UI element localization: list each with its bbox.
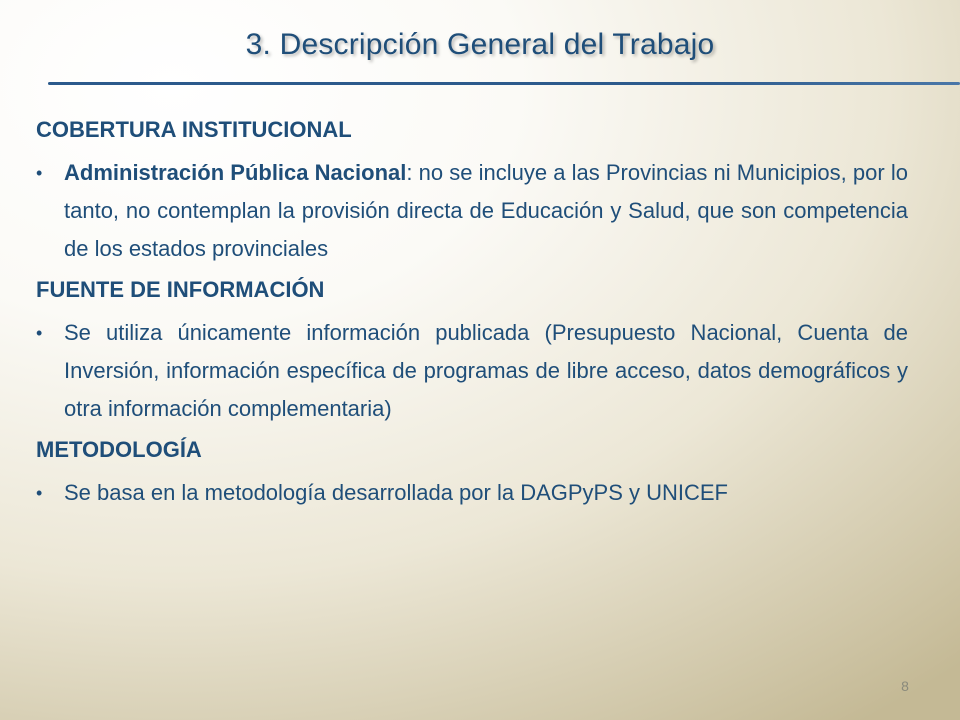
page-number: 8 bbox=[901, 678, 909, 694]
bullet-icon: • bbox=[36, 163, 43, 183]
bullet-icon: • bbox=[36, 483, 43, 503]
section-heading-cobertura: COBERTURA INSTITUCIONAL bbox=[36, 117, 352, 142]
bullet-strong-text: Administración Pública Nacional bbox=[64, 160, 407, 185]
section-heading-metodologia: METODOLOGÍA bbox=[36, 437, 202, 462]
bullet-icon: • bbox=[36, 323, 43, 343]
bullet-text: Se utiliza únicamente información publicada (Presupuesto Nacional, Cuenta de Inversión, información específica de programas de libre acceso, datos demográficos y otra información complementaria) bbox=[64, 320, 908, 421]
bullet-text: Se basa en la metodología desarrollada por la DAGPyPS y UNICEF bbox=[64, 480, 728, 505]
bullet-text: : no se incluye a las Provincias ni Municipios, por lo tanto, no contemplan la provisión directa de Educación y Salud, que son competencia de los estados provinciales bbox=[64, 160, 908, 261]
bullet-fuente bbox=[36, 314, 908, 428]
slide-content bbox=[36, 112, 908, 516]
bullet-cobertura bbox=[36, 154, 908, 268]
title-underline bbox=[48, 82, 960, 85]
section-heading-fuente: FUENTE DE INFORMACIÓN bbox=[36, 277, 325, 302]
slide-title: 3. Descripción General del Trabajo bbox=[245, 28, 715, 61]
bullet-metodologia bbox=[36, 474, 908, 512]
